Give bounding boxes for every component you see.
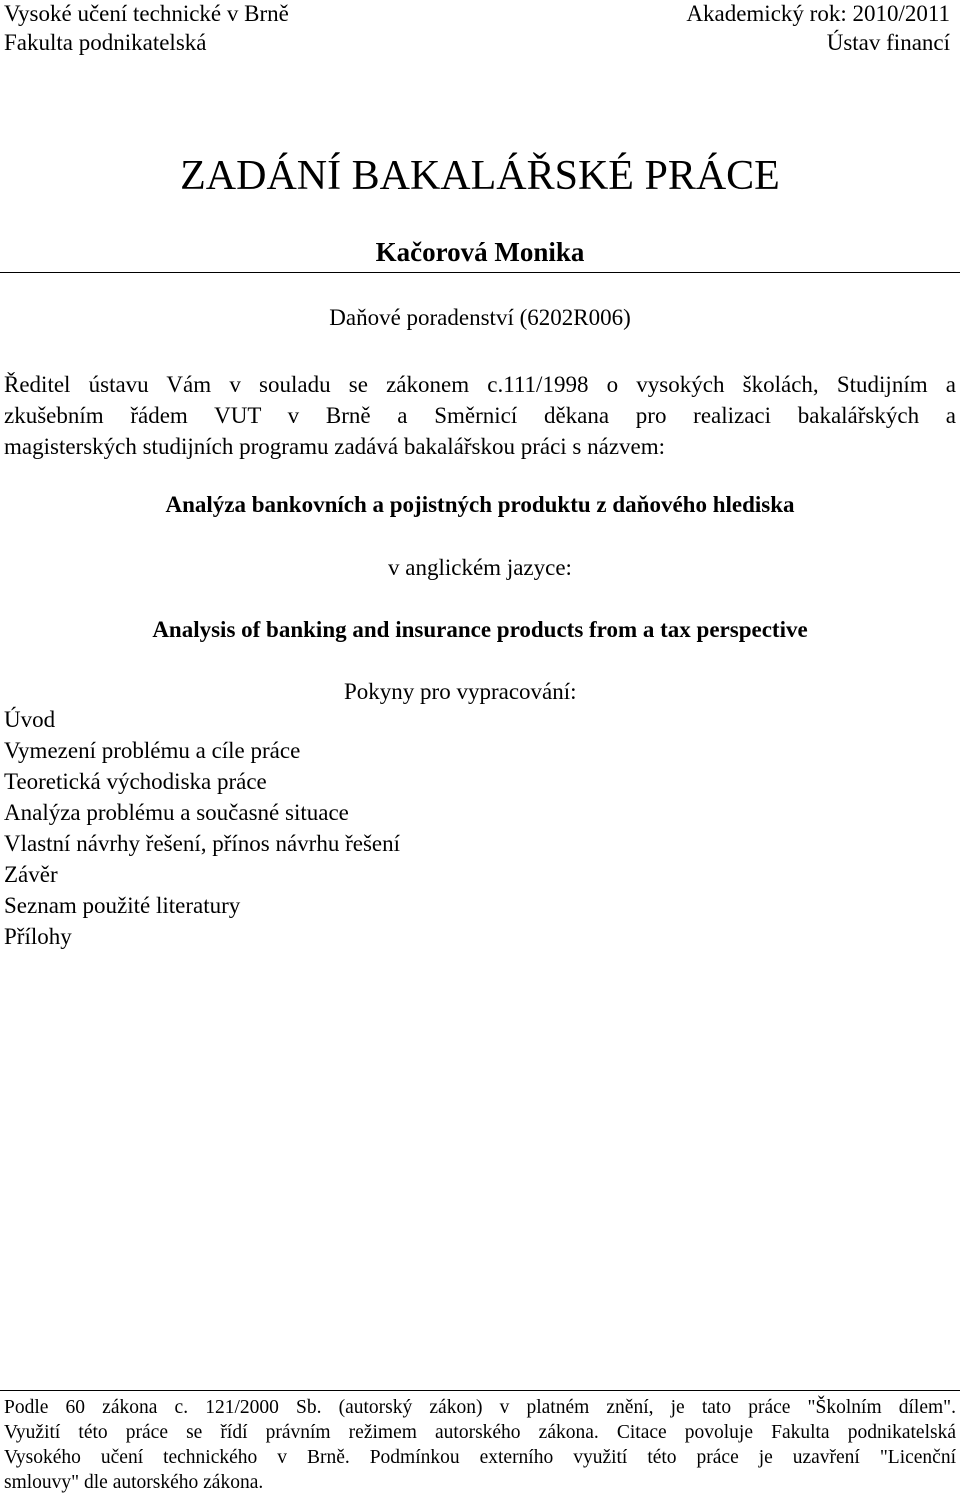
faculty-name: Fakulta podnikatelská xyxy=(4,30,207,55)
outline-item: Vlastní návrhy řešení, přínos návrhu řešení xyxy=(4,831,401,856)
academic-year: Akademický rok: 2010/2011 xyxy=(686,1,950,26)
intro-line: magisterských studijních programu zadává bakalářskou práci s názvem: xyxy=(4,434,666,459)
english-title-label: v anglickém jazyce: xyxy=(388,555,572,580)
thesis-title-czech: Analýza bankovních a pojistných produktu z daňového hlediska xyxy=(165,492,795,517)
university-name: Vysoké učení technické v Brně xyxy=(4,1,289,26)
bottom-divider xyxy=(0,1390,960,1391)
legal-notice xyxy=(4,1395,956,1495)
intro-line: zkušebním řádem VUT v Brně a Směrnicí děkana pro realizaci bakalářských a xyxy=(4,403,956,428)
study-program: Daňové poradenství (6202R006) xyxy=(329,305,631,330)
outline-item: Teoretická východiska práce xyxy=(4,769,267,794)
instructions-label: Pokyny pro vypracování: xyxy=(344,679,577,704)
legal-line: Vysokého učení technického v Brně. Podmínkou externího využití této práce je uzavření "Licenční xyxy=(4,1447,956,1468)
page-title: ZADÁNÍ BAKALÁŘSKÉ PRÁCE xyxy=(180,153,780,199)
intro-paragraph xyxy=(4,369,956,462)
outline-item: Úvod xyxy=(4,707,56,732)
outline-item: Přílohy xyxy=(4,924,72,949)
outline-item: Analýza problému a současné situace xyxy=(4,800,349,825)
thesis-outline xyxy=(4,704,400,952)
legal-line: smlouvy" dle autorského zákona. xyxy=(4,1472,264,1493)
institute-name: Ústav financí xyxy=(826,30,950,55)
legal-line: Podle 60 zákona c. 121/2000 Sb. (autorský zákon) v platném znění, je tato práce "Školním dílem". xyxy=(4,1397,956,1418)
legal-line: Využití této práce se řídí právním režimem autorského zákona. Citace povoluje Fakulta podnikatelská xyxy=(4,1422,956,1443)
top-divider xyxy=(0,272,960,273)
intro-line: Ředitel ústavu Vám v souladu se zákonem c.111/1998 o vysokých školách, Studijním a xyxy=(4,372,956,397)
outline-item: Závěr xyxy=(4,862,58,887)
student-name: Kačorová Monika xyxy=(375,237,585,267)
outline-item: Seznam použité literatury xyxy=(4,893,241,918)
thesis-title-english: Analysis of banking and insurance products from a tax perspective xyxy=(152,617,808,642)
outline-item: Vymezení problému a cíle práce xyxy=(4,738,301,763)
